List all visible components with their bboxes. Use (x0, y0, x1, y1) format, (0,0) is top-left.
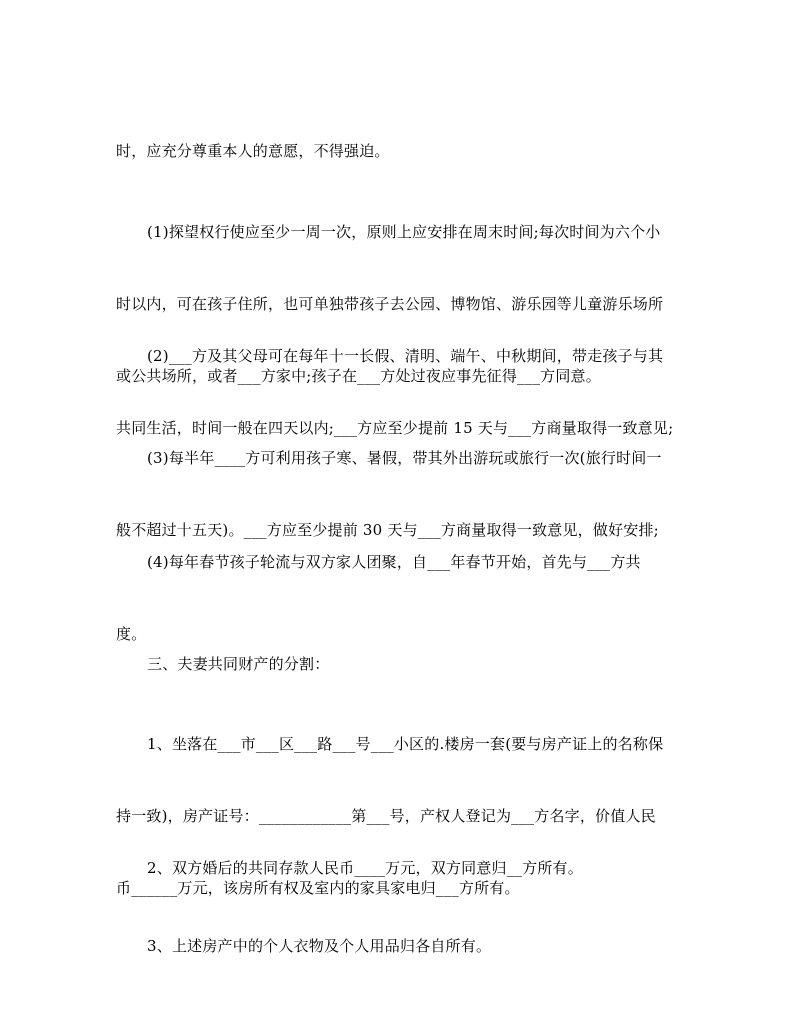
text-line: 三、夫妻共同财产的分割： (147, 655, 330, 673)
text-line: 持一致)，房产证号：____________第___号，产权人登记为___方名字，价值人民 (116, 807, 656, 825)
paragraph-property-3 (116, 886, 696, 1006)
text-line: 时以内，可在孩子住所，也可单独带孩子去公园、博物馆、游乐园等儿童游乐场所 (116, 295, 664, 313)
text-line: 或公共场所，或者___方家中;孩子在___方处过夜应事先征得___方同意。 (116, 367, 601, 385)
text-line: 共同生活，时间一般在四天以内;___方应至少提前 15 天与___方商量取得一致意见; (116, 419, 674, 437)
text-line: (1)探望权行使应至少一周一次，原则上应安排在周末时间;每次时间为六个小 (147, 223, 661, 241)
text-line: 般不超过十五天)。___方应至少提前 30 天与___方商量取得一致意见，做好安排; (116, 521, 659, 539)
text-line: 度。 (116, 625, 147, 643)
text-line: 3、上述房产中的个人衣物及个人用品归各自所有。 (147, 937, 492, 955)
text-line: 2、双方婚后的共同存款人民币____万元，双方同意归__方所有。 (147, 859, 583, 877)
text-line: (2)___方及其父母可在每年十一长假、清明、端午、中秋期间，带走孩子与其 (147, 347, 664, 365)
text-line: 时，应充分尊重本人的意愿，不得强迫。 (116, 142, 390, 160)
text-line: 币______万元，该房所有权及室内的家具家电归___方所有。 (116, 879, 520, 897)
text-line: (4)每年春节孩子轮流与双方家人团聚，自___年春节开始，首先与___方共 (147, 553, 641, 571)
text-line: 1、坐落在___市___区___路___号___小区的.楼房一套(要与房产证上的名称保 (147, 735, 664, 753)
text-line: (3)每半年____方可利用孩子寒、暑假，带其外出游玩或旅行一次(旅行时间一 (147, 449, 662, 467)
